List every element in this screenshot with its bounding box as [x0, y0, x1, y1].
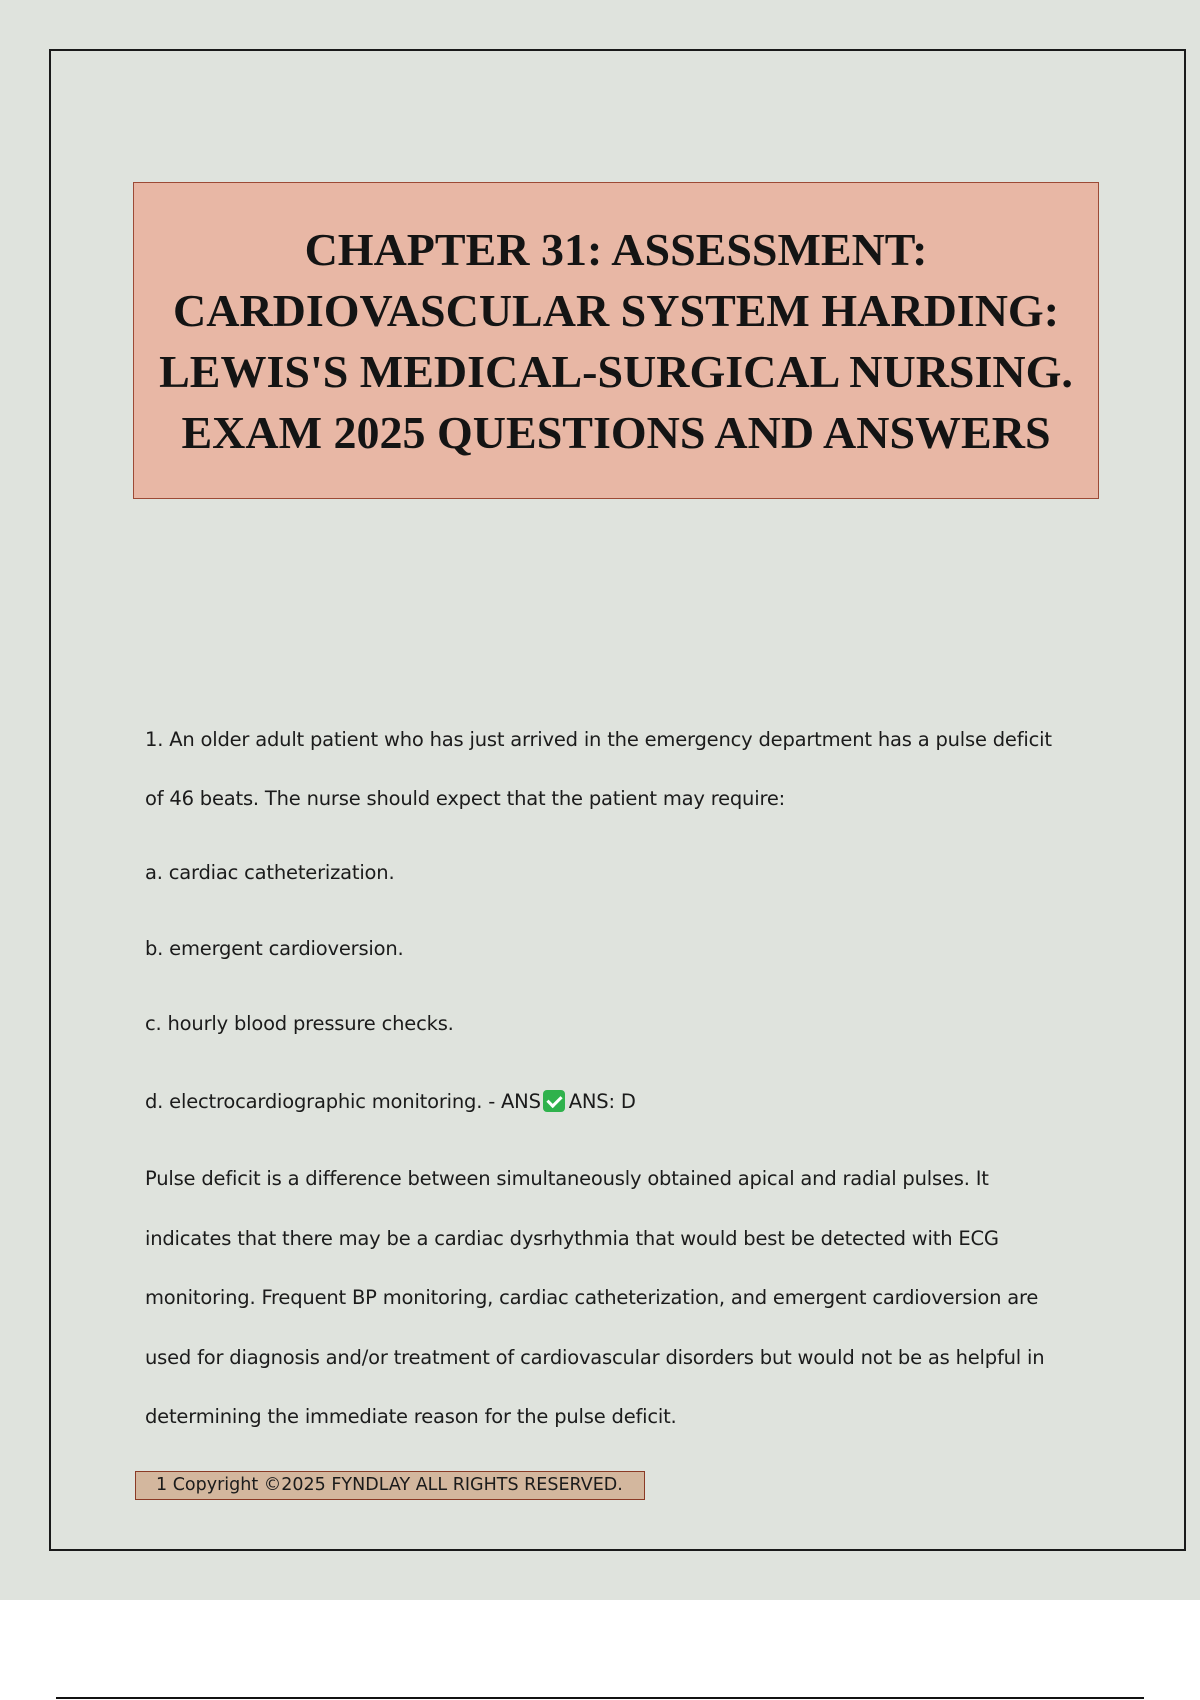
- question-stem-line-2: of 46 beats. The nurse should expect that the patient may require:: [145, 787, 785, 810]
- rationale-line: indicates that there may be a cardiac dysrhythmia that would best be detected with ECG: [145, 1226, 999, 1250]
- rationale: [145, 1149, 1095, 1447]
- option-d-with-answer: [145, 1072, 1095, 1131]
- title-box: [133, 182, 1099, 499]
- rationale-line: determining the immediate reason for the pulse deficit.: [145, 1405, 677, 1428]
- rationale-line: monitoring. Frequent BP monitoring, cardiac catheterization, and emergent cardioversion are: [145, 1286, 1039, 1309]
- copyright-footer: 1 Copyright ©2025 FYNDLAY ALL RIGHTS RESERVED.: [135, 1471, 645, 1500]
- bottom-divider: [56, 1697, 1144, 1699]
- option-d: d. electrocardiographic monitoring. - ANS: [145, 1090, 541, 1113]
- question-stem-line-1: 1. An older adult patient who has just arrived in the emergency department has a pulse deficit: [145, 728, 1052, 751]
- option-c: c. hourly blood pressure checks.: [145, 1012, 454, 1035]
- document-title: CHAPTER 31: ASSESSMENT: CARDIOVASCULAR SYSTEM HARDING: LEWIS'S MEDICAL-SURGICAL NURSING. EXAM 2025 QUESTIONS AND ANSWERS: [159, 223, 1073, 458]
- answer-key: ANS: D: [568, 1090, 636, 1113]
- check-mark-icon: [543, 1090, 565, 1112]
- rationale-line: Pulse deficit is a difference between simultaneously obtained apical and radial pulses. It: [145, 1167, 989, 1190]
- question-block: [145, 710, 1095, 1447]
- option-b: b. emergent cardioversion.: [145, 937, 404, 960]
- rationale-line: used for diagnosis and/or treatment of cardiovascular disorders but would not be as helpful in: [145, 1345, 1045, 1369]
- option-a: a. cardiac catheterization.: [145, 861, 395, 884]
